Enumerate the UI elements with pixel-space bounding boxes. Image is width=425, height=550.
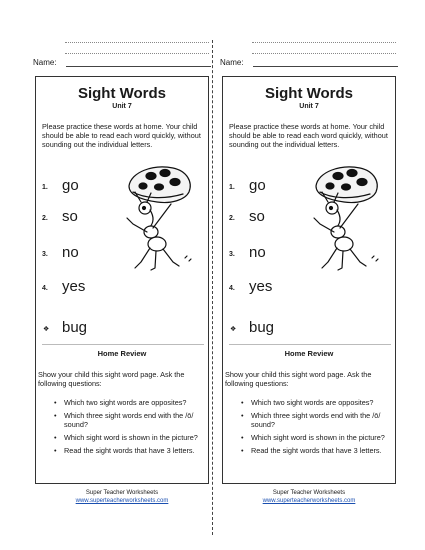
footer [35,489,209,505]
instructions-text: Please practice these words at home. Your child should be able to read each word quickly, without sounding out the individual letters. [42,122,201,149]
worksheet-left [31,0,211,550]
review-question: • Which three sight words end with the /ō/ sound? [223,411,393,429]
word-text: no [62,244,79,261]
diamond-bullet-icon: ❖ [43,326,50,333]
bug-illustration [310,162,382,272]
page-title: Sight Words [264,85,354,102]
word-number: 4. [229,285,235,292]
word-number: 3. [42,251,48,258]
home-review-intro: Show your child this sight word page. Ask the following questions: [38,370,185,388]
footer-brand: Super Teacher Worksheets [272,490,346,496]
name-row [33,58,211,70]
sight-words-panel [35,76,209,484]
home-review-intro: Show your child this sight word page. Ask the following questions: [225,370,372,388]
review-question: • Which sight word is shown in the picture? [36,433,206,442]
name-label: Name: [220,58,244,67]
word-text: bug [249,319,275,336]
word-text: bug [62,319,88,336]
worksheet-right [218,0,398,550]
unit-subtitle: Unit 7 [112,103,132,110]
footer [222,489,396,505]
divider [229,344,391,345]
header-dotted-line [252,42,396,43]
header-dotted-line [65,42,209,43]
name-row [220,58,398,70]
name-field[interactable] [253,66,398,67]
word-text: no [249,244,266,261]
word-number: 4. [42,285,48,292]
footer-link[interactable]: www.superteacherworksheets.com [262,498,356,504]
review-question: • Read the sight words that have 3 letters. [36,446,206,455]
cut-line [212,40,213,535]
review-questions [36,398,206,459]
header-dotted-line [65,53,209,54]
word-number: 1. [229,184,235,191]
home-review-heading: Home Review [97,349,147,358]
word-text: so [249,208,265,225]
word-number: 2. [42,215,48,222]
review-question: • Which two sight words are opposites? [36,398,206,407]
review-question: • Which two sight words are opposites? [223,398,393,407]
review-question: • Which three sight words end with the /ō/ sound? [36,411,206,429]
review-question: • Which sight word is shown in the picture? [223,433,393,442]
word-number: 2. [229,215,235,222]
word-text: yes [62,278,86,295]
header-dotted-line [252,53,396,54]
diamond-bullet-icon: ❖ [230,326,237,333]
bug-illustration [123,162,195,272]
review-questions [223,398,393,459]
sight-words-panel [222,76,396,484]
word-text: go [249,177,266,194]
word-number: 1. [42,184,48,191]
divider [42,344,204,345]
unit-subtitle: Unit 7 [299,103,319,110]
word-text: yes [249,278,273,295]
footer-brand: Super Teacher Worksheets [85,490,159,496]
word-text: so [62,208,78,225]
word-text: go [62,177,79,194]
word-number: 3. [229,251,235,258]
page-title: Sight Words [77,85,167,102]
home-review-heading: Home Review [284,349,334,358]
instructions-text: Please practice these words at home. Your child should be able to read each word quickly, without sounding out the individual letters. [229,122,388,149]
name-field[interactable] [66,66,211,67]
review-question: • Read the sight words that have 3 letters. [223,446,393,455]
name-label: Name: [33,58,57,67]
footer-link[interactable]: www.superteacherworksheets.com [75,498,169,504]
